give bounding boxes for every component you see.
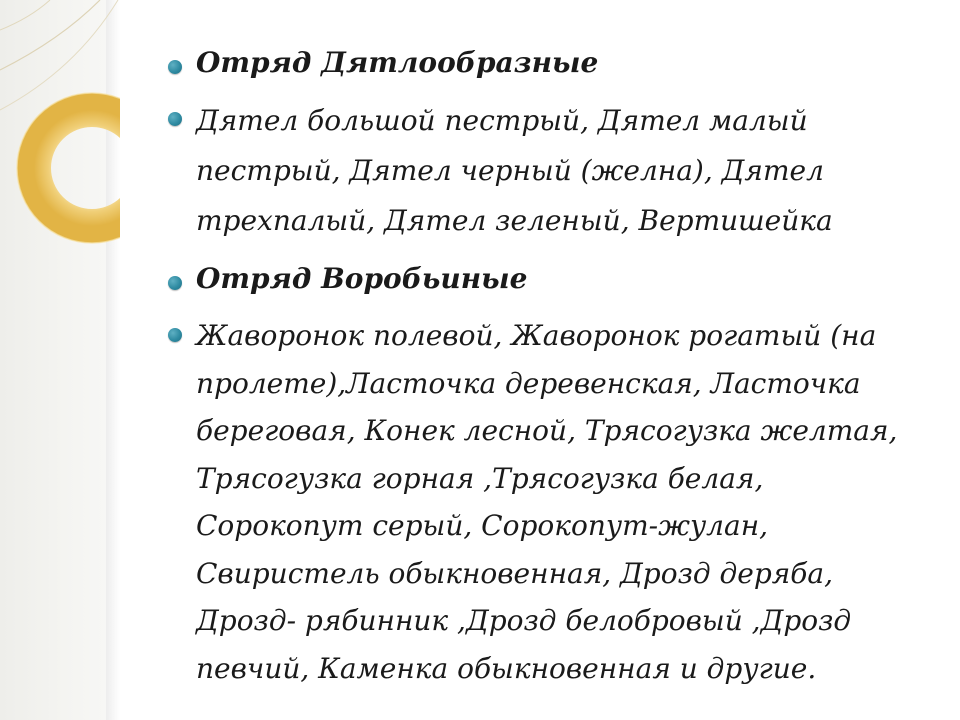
bullet-dot-icon [168,60,182,74]
gold-ring [34,110,120,226]
bullet-order-woodpeckers [160,44,920,82]
bullet-order-passerines [160,260,920,298]
decorative-arc [0,0,100,70]
bullet-passerine-species [160,312,920,692]
bullet-text: Жаворонок полевой, Жаворонок рогатый (на пролете),Ласточка деревенская, Ласточка береговая, Конек лесной, Трясогузка желтая, Трясогузка горная ,Трясогузка белая, Сорокопут серый, Сорокопут-жулан, Свиристель обыкновенная, Дрозд деряба, Дрозд- рябинник ,Дрозд белобровый ,Дрозд певчий, Каменка обыкновенная и другие. [196,319,898,685]
decorative-rings [0,0,120,720]
bullet-dot-icon [168,276,182,290]
bullet-text: Отряд Воробьиные [196,262,528,295]
bullet-text: Отряд Дятлообразные [196,46,599,79]
bullet-woodpecker-species [160,96,920,246]
bullet-list [160,44,920,692]
decorative-arc [0,0,50,30]
bullet-text: Дятел большой пестрый, Дятел малый пестрый, Дятел черный (желна), Дятел трехпалый, Дятел зеленый, Вертишейка [196,104,833,237]
bullet-dot-icon [168,112,182,126]
bullet-dot-icon [168,328,182,342]
